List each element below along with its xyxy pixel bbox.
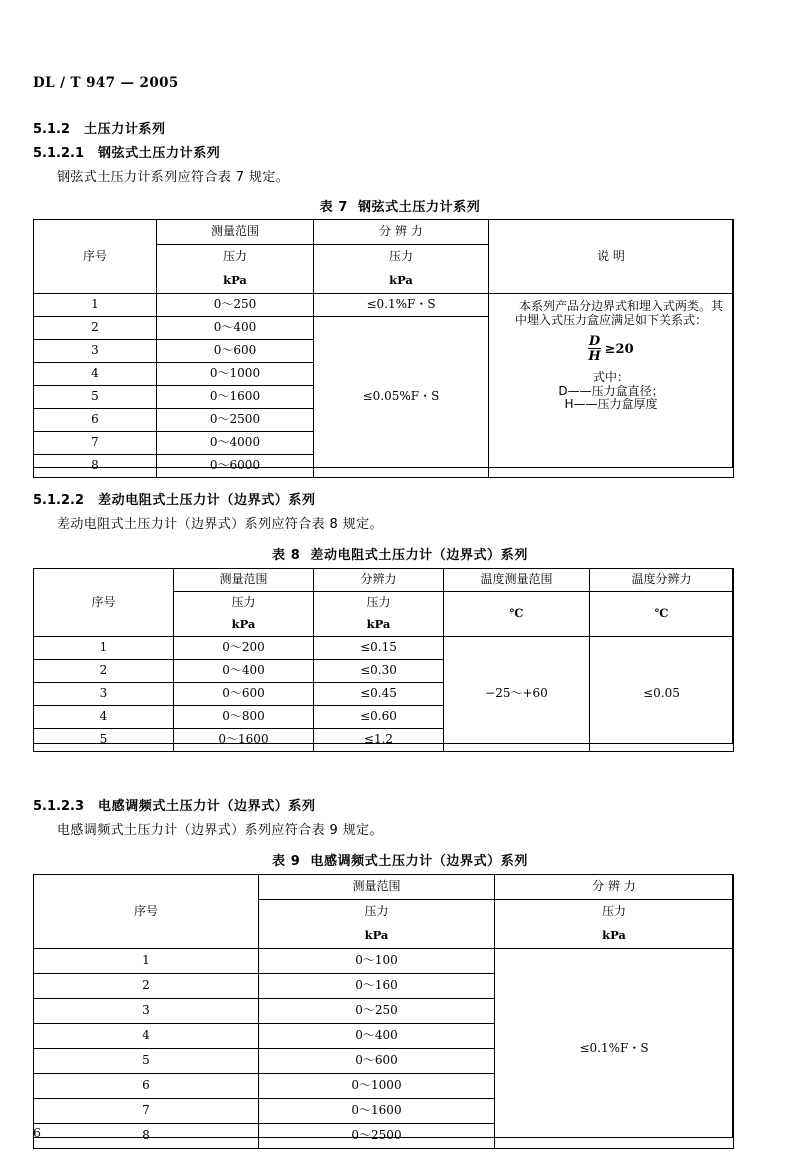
table9-cell-seq: 8 (34, 1124, 259, 1149)
table9-cell-seq: 5 (34, 1049, 259, 1074)
table7-cell-seq: 6 (34, 409, 157, 432)
table9-cell-seq: 6 (34, 1074, 259, 1099)
table9-cell-seq: 3 (34, 999, 259, 1024)
table8-header-pressure-range: 压力 (174, 592, 314, 615)
table9-header-unit-res: kPa (495, 924, 734, 949)
table7-cell-seq: 1 (34, 294, 157, 317)
table9-cell-range: 0～1600 (259, 1099, 495, 1124)
table7-formula-denominator: H (588, 349, 601, 365)
table8-header-unit-range: kPa (174, 614, 314, 637)
table9-cell-range: 0～160 (259, 974, 495, 999)
table9-cell-seq: 7 (34, 1099, 259, 1124)
clause-title: 电感调频式土压力计（边界式）系列 (98, 799, 316, 814)
table7-formula (497, 335, 725, 364)
table7-row (34, 294, 734, 317)
table8-cell-range: 0～600 (174, 683, 314, 706)
table7-note-def-h: H——压力盒厚度 (564, 397, 658, 412)
table9-caption-label: 表 9 (272, 854, 301, 869)
table9-header-pressure-range: 压力 (259, 900, 495, 925)
table7-header-pressure-range: 压力 (157, 245, 314, 270)
table8-cell-seq: 2 (34, 660, 174, 683)
table7-cell-seq: 8 (34, 455, 157, 478)
table8-cell-range: 0～400 (174, 660, 314, 683)
table9-cell-range: 0～250 (259, 999, 495, 1024)
table9-cell-resolution: ≤0.1%F・S (495, 949, 734, 1149)
table7-caption-label: 表 7 (319, 200, 348, 215)
table9-cell-range: 0～400 (259, 1024, 495, 1049)
table9-cell-seq: 2 (34, 974, 259, 999)
clause-heading-5-1-2-3 (33, 795, 316, 814)
table8-cell-seq: 5 (34, 729, 174, 752)
table7-note-cell (489, 294, 734, 478)
table8-cell-seq: 4 (34, 706, 174, 729)
table7-formula-fraction (588, 335, 600, 364)
table7-formula-relation: ≥20 (604, 341, 634, 357)
table9-cell-range: 0～2500 (259, 1124, 495, 1149)
table7-note-line2: 中埋入式压力盒应满足如下关系式： (514, 312, 707, 327)
table8-header-temp-res-group: 温度分辨力 (590, 569, 734, 592)
table7-cell-resolution-merged: ≤0.05%F・S (314, 317, 489, 478)
table7-note-def-d: D——压力盒直径； (558, 383, 664, 398)
table7-cell-range: 0～2500 (157, 409, 314, 432)
table7-cell-range: 0～1600 (157, 386, 314, 409)
clause-number: 5.1.2.2 (33, 493, 84, 508)
table8-caption (0, 544, 800, 563)
table7 (33, 219, 734, 478)
table8-cell-temp-range: −25～+60 (444, 637, 590, 752)
table7-cell-seq: 7 (34, 432, 157, 455)
table8-cell-temp-resolution: ≤0.05 (590, 637, 734, 752)
table9-cell-range: 0～100 (259, 949, 495, 974)
table8-header-row-1 (34, 569, 734, 592)
table7-cell-range: 0～4000 (157, 432, 314, 455)
table8-row (34, 637, 734, 660)
clause-heading-5-1-2 (33, 118, 166, 137)
table7-header-resolution-group: 分 辨 力 (314, 220, 489, 245)
table7-cell-range: 0～250 (157, 294, 314, 317)
table8-caption-label: 表 8 (272, 548, 301, 563)
table9-header-unit-range: kPa (259, 924, 495, 949)
clause-body-5-1-2-3: 电感调频式土压力计（边界式）系列应符合表 9 规定。 (57, 823, 383, 838)
table8-header-unit-temp-range: ℃ (444, 592, 590, 637)
table7-header-row-1 (34, 220, 734, 245)
clause-title: 土压力计系列 (84, 122, 166, 137)
table9-cell-seq: 4 (34, 1024, 259, 1049)
table7-cell-seq: 2 (34, 317, 157, 340)
table7-cell-range: 0～400 (157, 317, 314, 340)
clause-title: 钢弦式土压力计系列 (98, 146, 221, 161)
clause-number: 5.1.2.3 (33, 799, 84, 814)
table8-header-pressure-res: 压力 (314, 592, 444, 615)
clause-number: 5.1.2 (33, 122, 71, 137)
table7-header-pressure-res: 压力 (314, 245, 489, 270)
table8-cell-resolution: ≤1.2 (314, 729, 444, 752)
table8-cell-range: 0～800 (174, 706, 314, 729)
table8-cell-resolution: ≤0.30 (314, 660, 444, 683)
table7-cell-seq: 4 (34, 363, 157, 386)
table9-cell-seq: 1 (34, 949, 259, 974)
table8-header-resolution-group: 分辨力 (314, 569, 444, 592)
table8-header-unit-res: kPa (314, 614, 444, 637)
clause-title: 差动电阻式土压力计（边界式）系列 (98, 493, 316, 508)
table8-cell-resolution: ≤0.60 (314, 706, 444, 729)
table7-caption (0, 196, 800, 215)
table8 (33, 568, 734, 752)
table9-cell-range: 0～1000 (259, 1074, 495, 1099)
clause-body-5-1-2-1: 钢弦式土压力计系列应符合表 7 规定。 (57, 170, 290, 185)
table7-note-where: 式中： (592, 369, 629, 384)
table7-header-note: 说 明 (489, 220, 734, 294)
table7-header-range-group: 测量范围 (157, 220, 314, 245)
clause-number: 5.1.2.1 (33, 146, 84, 161)
table9-header-range-group: 测量范围 (259, 875, 495, 900)
page-number: 6 (33, 1125, 41, 1140)
table7-formula-numerator: D (588, 333, 601, 349)
table8-cell-resolution: ≤0.15 (314, 637, 444, 660)
table9-header-pressure-res: 压力 (495, 900, 734, 925)
table8-header-temp-range-group: 温度测量范围 (444, 569, 590, 592)
table9 (33, 874, 734, 1149)
table7-note-line1: 本系列产品分边界式和埋入式两类。其 (518, 299, 723, 313)
table7-cell-seq: 5 (34, 386, 157, 409)
table8-cell-range: 0～200 (174, 637, 314, 660)
table7-cell-range: 0～6000 (157, 455, 314, 478)
running-header: DL / T 947 — 2005 (33, 75, 179, 91)
table7-header-unit-res: kPa (314, 269, 489, 294)
table9-header-row-1 (34, 875, 734, 900)
table8-header-range-group: 测量范围 (174, 569, 314, 592)
table7-header-unit-range: kPa (157, 269, 314, 294)
clause-body-5-1-2-2: 差动电阻式土压力计（边界式）系列应符合表 8 规定。 (57, 517, 383, 532)
table8-cell-seq: 3 (34, 683, 174, 706)
table7-header-seq: 序号 (34, 220, 157, 294)
table7-cell-seq: 3 (34, 340, 157, 363)
table8-cell-seq: 1 (34, 637, 174, 660)
table9-cell-range: 0～600 (259, 1049, 495, 1074)
table7-cell-range: 0～1000 (157, 363, 314, 386)
table8-cell-range: 0～1600 (174, 729, 314, 752)
table8-cell-resolution: ≤0.45 (314, 683, 444, 706)
table7-cell-range: 0～600 (157, 340, 314, 363)
table9-row (34, 949, 734, 974)
table8-header-seq: 序号 (34, 569, 174, 637)
table7-caption-title: 钢弦式土压力计系列 (357, 200, 481, 215)
table9-header-seq: 序号 (34, 875, 259, 949)
table8-caption-title: 差动电阻式土压力计（边界式）系列 (310, 548, 528, 563)
table7-cell-resolution: ≤0.1%F・S (314, 294, 489, 317)
table9-caption (0, 850, 800, 869)
clause-heading-5-1-2-1 (33, 142, 220, 161)
table9-header-resolution-group: 分 辨 力 (495, 875, 734, 900)
table8-header-unit-temp-res: ℃ (590, 592, 734, 637)
clause-heading-5-1-2-2 (33, 489, 316, 508)
table9-caption-title: 电感调频式土压力计（边界式）系列 (310, 854, 528, 869)
